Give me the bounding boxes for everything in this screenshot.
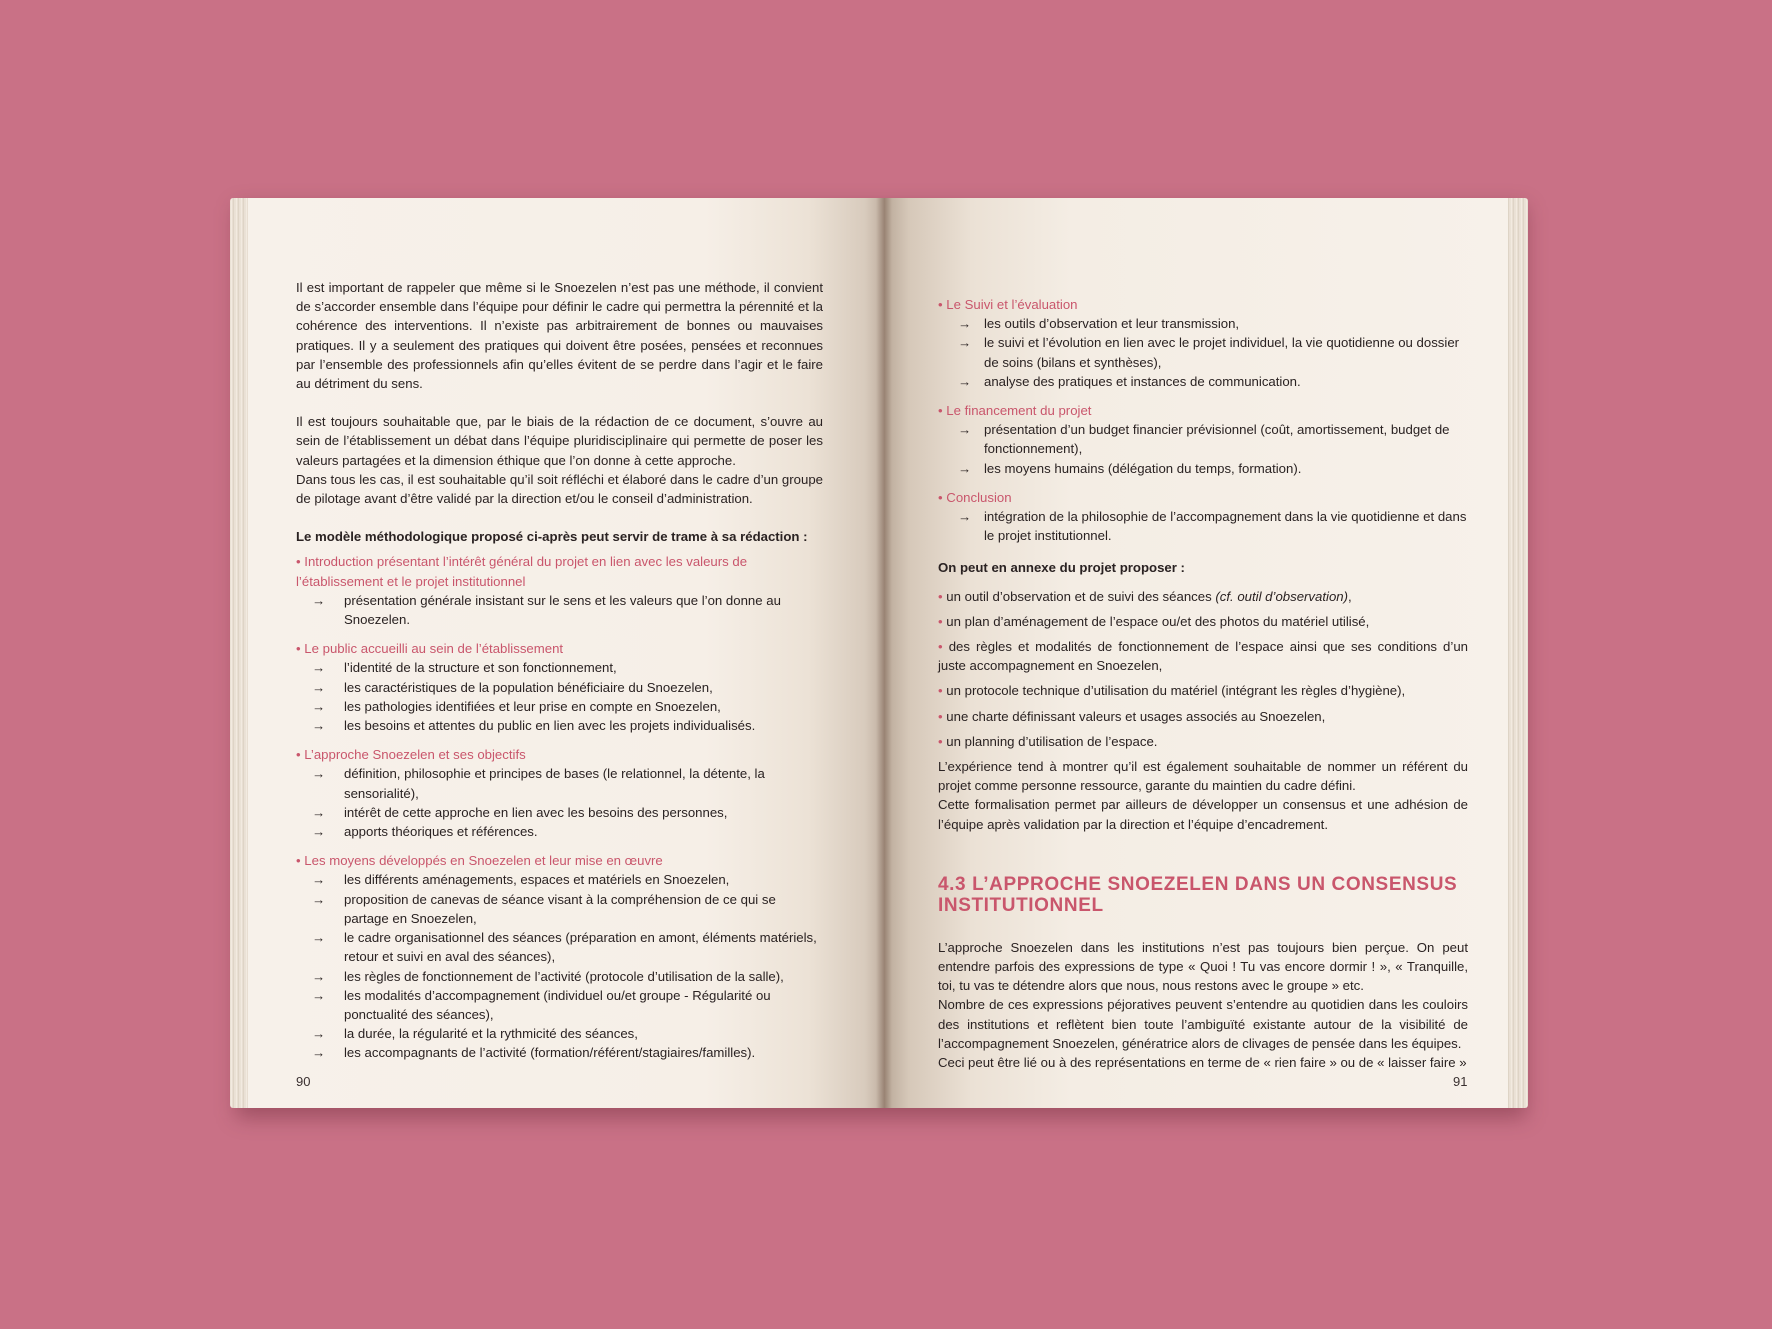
section-list (938, 507, 1468, 545)
section-heading: 4.3 L’APPROCHE SNOEZELEN DANS UN CONSENSUS INSTITUTIONNEL (938, 873, 1458, 916)
annex-item: • un plan d’aménagement de l’espace ou/et des photos du matériel utilisé, (938, 613, 1370, 629)
list-item: → présentation générale insistant sur le sens et les valeurs que l’on donne au Snoezelen. (312, 592, 781, 628)
list-item: → les caractéristiques de la population bénéficiaire du Snoezelen, (296, 678, 823, 697)
list-item: → le suivi et l’évolution en lien avec le projet individuel, la vie quotidienne ou dossier de soins (bilans et synthèses), (958, 335, 1460, 370)
list-item: → les différents aménagements, espaces et matériels en Snoezelen, (296, 870, 823, 889)
arrow-icon: → (312, 766, 326, 782)
list-item: → les modalités d’accompagnement (individuel ou/et groupe - Régularité ou ponctualité des séances), (312, 987, 771, 1022)
section-list (296, 870, 823, 1062)
arrow-icon: → (312, 804, 326, 820)
section-title: • Conclusion (938, 489, 1012, 505)
list-item: → analyse des pratiques et instances de communication. (938, 372, 1468, 391)
bullet-icon: • (938, 588, 943, 604)
section-list (296, 658, 823, 735)
right-page-content (938, 295, 1468, 1072)
section-title: • L’approche Snoezelen et ses objectifs (296, 747, 526, 763)
list-item: → les accompagnants de l’activité (formation/référent/stagiaires/familles). (296, 1043, 823, 1062)
annex-heading: On peut en annexe du projet proposer : (938, 560, 1185, 576)
page-number-right: 91 (1453, 1074, 1468, 1089)
list-item: → les règles de fonctionnement de l’activité (protocole d’utilisation de la salle), (296, 967, 823, 986)
experience-paragraph-2: Cette formalisation permet par ailleurs de développer un consensus et une adhésion de l’équipe après validation par la direction et l’équipe d’encadrement. (938, 797, 1468, 832)
bullet-icon: • (938, 733, 943, 749)
bullet-icon: • (296, 853, 301, 869)
arrow-icon: → (312, 872, 326, 888)
bullet-icon: • (938, 708, 943, 724)
list-item: → proposition de canevas de séance visant à la compréhension de ce qui se partage en Snoezelen, (312, 891, 776, 926)
list-item: → la durée, la régularité et la rythmicité des séances, (296, 1024, 823, 1043)
section-list (938, 420, 1468, 478)
intro-paragraph-3: Dans tous les cas, il est souhaitable qu’il soit réfléchi et élaboré dans le cadre d’un groupe de pilotage avant d’être validé par la direction et/ou le conseil d’administration. (296, 471, 823, 507)
bullet-icon: • (296, 747, 301, 763)
annex-item: • des règles et modalités de fonctionnement de l’espace ainsi que ses conditions d’un juste accompagnement en Snoezelen, (938, 639, 1468, 674)
arrow-icon: → (958, 373, 972, 389)
arrow-icon: → (312, 718, 326, 734)
left-page-content (296, 278, 823, 1063)
list-item: → l’identité de la structure et son fonctionnement, (296, 658, 823, 677)
bullet-icon: • (296, 641, 301, 657)
intro-paragraph-2: Il est toujours souhaitable que, par le biais de la rédaction de ce document, s’ouvre au sein de l’établissement un débat dans l’équipe pluridisciplinaire qui permette de poser les valeurs partagées et la dimension éthique que l’on donne à cette approche. (296, 414, 823, 468)
arrow-icon: → (958, 460, 972, 476)
list-item: → les moyens humains (délégation du temps, formation). (938, 459, 1468, 478)
model-heading: Le modèle méthodologique proposé ci-après peut servir de trame à sa rédaction : (296, 529, 808, 545)
list-item: → les pathologies identifiées et leur prise en compte en Snoezelen, (296, 697, 823, 716)
list-item: → apports théoriques et références. (296, 822, 823, 841)
arrow-icon: → (312, 660, 326, 676)
arrow-icon: → (312, 968, 326, 984)
arrow-icon: → (312, 824, 326, 840)
section-title: • Le Suivi et l’évaluation (938, 297, 1078, 312)
list-item: → le cadre organisationnel des séances (préparation en amont, éléments matériels, retour et suivi en aval des séances), (312, 930, 817, 965)
arrow-icon: → (958, 422, 972, 438)
list-item: → intégration de la philosophie de l’accompagnement dans la vie quotidienne et dans le projet institutionnel. (958, 509, 1467, 544)
bullet-icon: • (938, 403, 943, 419)
book-gutter (876, 198, 892, 1108)
section-list (296, 591, 823, 629)
bullet-icon: • (938, 683, 943, 699)
page-number-left: 90 (296, 1074, 311, 1089)
section-title: • Les moyens développés en Snoezelen et leur mise en œuvre (296, 853, 663, 869)
section-list (938, 314, 1468, 391)
arrow-icon: → (312, 891, 326, 907)
annex-item: • un protocole technique d’utilisation du matériel (intégrant les règles d’hygiène), (938, 683, 1406, 699)
annex-list (938, 587, 1468, 751)
section-title: • Introduction présentant l’intérêt général du projet en lien avec les valeurs de l’établissement et le projet institutionnel (296, 554, 748, 589)
bullet-icon: • (296, 554, 301, 570)
section-title: • Le financement du projet (938, 403, 1092, 419)
intro-paragraph-1: Il est important de rappeler que même si le Snoezelen n’est pas une méthode, il convient de s’accorder ensemble dans l’équipe pour définir le cadre qui permettra la pérennité et la cohérence des interventions. Il n’existe pas arbitrairement de bonnes ou mauvaises pratiques. Il y a seulement des pratiques qui doivent être posées, pensées et reconnues par l’ensemble des professionnels afin qu’elles évitent de se perdre dans l’agir et le faire au détriment du sens. (296, 280, 823, 392)
annex-item: • un outil d’observation et de suivi des séances (cf. outil d’observation), (938, 588, 1352, 604)
list-item: → les outils d’observation et leur transmission, (938, 314, 1468, 333)
arrow-icon: → (312, 987, 326, 1003)
section-list (296, 764, 823, 841)
arrow-icon: → (312, 698, 326, 714)
list-item: → définition, philosophie et principes de bases (le relationnel, la détente, la sensorialité), (312, 766, 765, 801)
arrow-icon: → (958, 335, 972, 351)
section-title: • Le public accueilli au sein de l’établissement (296, 641, 564, 657)
arrow-icon: → (312, 1026, 326, 1042)
annex-item: • un planning d’utilisation de l’espace. (938, 733, 1158, 749)
experience-paragraph-1: L’expérience tend à montrer qu’il est également souhaitable de nommer un référent du projet comme personne ressource, garante du maintien du cadre défini. (938, 759, 1468, 794)
bullet-icon: • (938, 489, 943, 505)
bullet-icon: • (938, 297, 943, 312)
final-paragraph-1: L’approche Snoezelen dans les institutions n’est pas toujours bien perçue. On peut entendre parfois des expressions de type « Quoi ! Tu vas encore dormir ! », « Tranquille, toi, tu vas te détendre alors que nous, nous restons avec le groupe » etc. (938, 939, 1468, 994)
arrow-icon: → (312, 1045, 326, 1061)
final-paragraph-3: Ceci peut être lié ou à des représentations en terme de « rien faire » ou de « laisser faire » (938, 1055, 1467, 1071)
arrow-icon: → (312, 592, 326, 608)
bullet-icon: • (938, 613, 943, 629)
arrow-icon: → (312, 679, 326, 695)
annex-item: • une charte définissant valeurs et usages associés au Snoezelen, (938, 708, 1326, 724)
list-item: → les besoins et attentes du public en lien avec les projets individualisés. (296, 716, 823, 735)
list-item: → présentation d’un budget financier prévisionnel (coût, amortissement, budget de fonctionnement), (958, 422, 1450, 457)
list-item: → intérêt de cette approche en lien avec les besoins des personnes, (296, 803, 823, 822)
arrow-icon: → (958, 509, 972, 525)
bullet-icon: • (938, 639, 943, 655)
arrow-icon: → (312, 930, 326, 946)
final-paragraph-2: Nombre de ces expressions péjoratives peuvent s’entendre au quotidien dans les couloirs des institutions et reflètent bien toute l’ambiguïté existante autour de la visibilité de l’accompagnement Snoezelen, génératrice alors de clivages de pensée dans les équipes. (938, 997, 1468, 1051)
arrow-icon: → (958, 316, 972, 332)
